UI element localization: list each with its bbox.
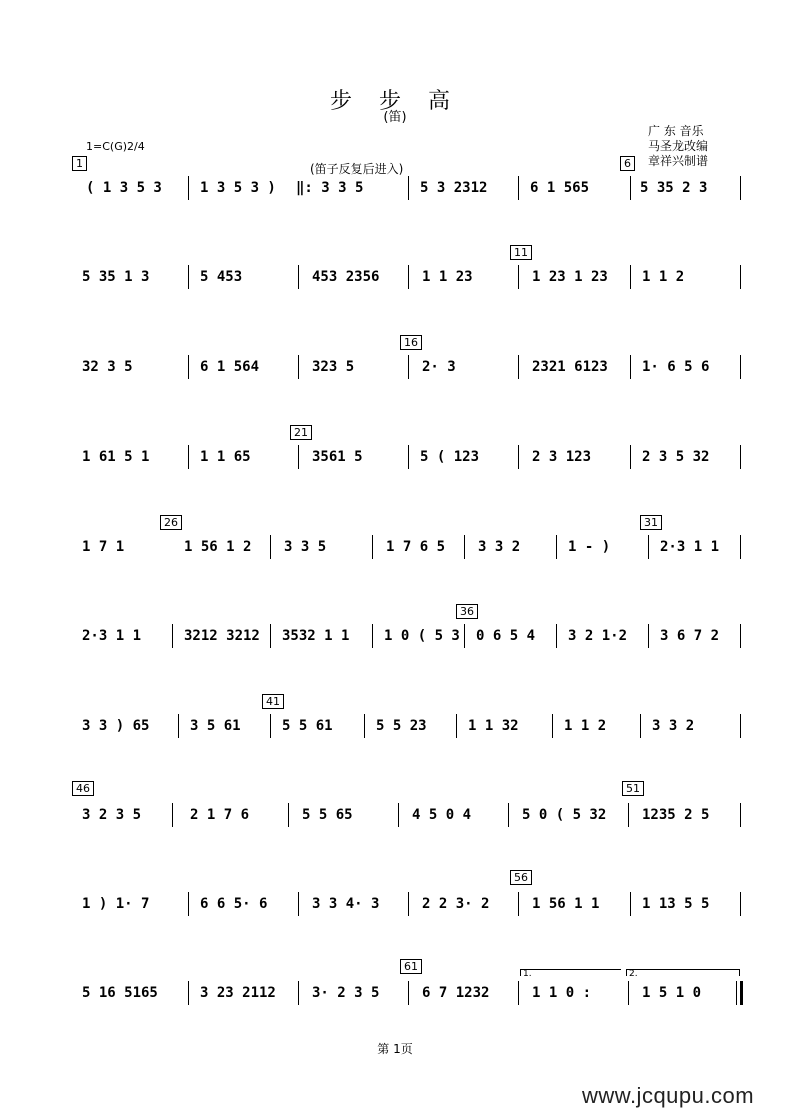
notation-segment: 2 1 7 6: [190, 807, 250, 823]
notation-segment: 1 3 5 3 ): [200, 180, 276, 196]
notation-segment: 1 56 1 2: [184, 539, 252, 555]
notation-segment: 5 ( 123: [420, 449, 480, 465]
notation-segment: 4 5 0 4: [412, 807, 472, 823]
watermark: www.jcqupu.com: [582, 1083, 755, 1108]
notation-segment: 1 - ): [568, 539, 611, 555]
notation-segment: 32 3 5: [82, 359, 133, 375]
notation-segment: 1 23 1 23: [532, 269, 608, 285]
volta-bracket-2: [626, 969, 740, 976]
notation-segment: 2 2 3· 2: [422, 896, 490, 912]
measure-number: 56: [510, 870, 532, 885]
page-number: 第 1页: [377, 1042, 413, 1056]
notation-segment: 3 3 5: [284, 539, 327, 555]
notation-segment: 3 3 ) 65: [82, 718, 150, 734]
notation-segment: 2· 3: [422, 359, 456, 375]
notation-segment: 3532 1 1: [282, 628, 350, 644]
notation-segment: 1 1 0 :: [532, 985, 592, 1001]
credit-origin: 广 东 音乐: [648, 124, 704, 138]
measure-number: 36: [456, 604, 478, 619]
measure-number: 41: [262, 694, 284, 709]
measure-number: 6: [620, 156, 635, 171]
notation-segment: 1 61 5 1: [82, 449, 150, 465]
notation-segment: 5 35 1 3: [82, 269, 150, 285]
notation-segment: 3· 2 3 5: [312, 985, 380, 1001]
notation-segment: ( 1 3 5 3: [86, 180, 162, 196]
measure-number: 51: [622, 781, 644, 796]
notation-segment: 1 0 ( 5 3: [384, 628, 460, 644]
notation-segment: 5 5 65: [302, 807, 353, 823]
entry-note: (笛子反复后进入): [310, 162, 404, 176]
score-subtitle: (笛): [383, 110, 407, 125]
notation-segment: 1 56 1 1: [532, 896, 600, 912]
notation-segment: 1 7 6 5: [386, 539, 446, 555]
volta-label-2: 2.: [629, 969, 638, 979]
credit-transcriber: 章祥兴制谱: [648, 154, 709, 168]
notation-segment: 3561 5: [312, 449, 363, 465]
notation-segment: 1· 6 5 6: [642, 359, 710, 375]
notation-segment: 3 2 1·2: [568, 628, 628, 644]
notation-segment: 2·3 1 1: [660, 539, 720, 555]
notation-segment: 2·3 1 1: [82, 628, 142, 644]
volta-label-1: 1.: [523, 969, 532, 979]
notation-segment: 3 23 2112: [200, 985, 276, 1001]
score-title: 步 步 高: [330, 89, 460, 114]
notation-segment: 1 1 32: [468, 718, 519, 734]
credit-arranger: 马圣龙改编: [648, 139, 709, 153]
notation-segment: 3 3 2: [478, 539, 521, 555]
notation-segment: 3 3 2: [652, 718, 695, 734]
notation-segment: 6 6 5· 6: [200, 896, 268, 912]
notation-segment: 3212 3212: [184, 628, 260, 644]
notation-segment: 0 6 5 4: [476, 628, 536, 644]
notation-segment: 1 13 5 5: [642, 896, 710, 912]
notation-segment: 1 1 2: [564, 718, 607, 734]
notation-segment: 5 0 ( 5 32: [522, 807, 607, 823]
notation-segment: 3 6 7 2: [660, 628, 720, 644]
notation-segment: 6 7 1232: [422, 985, 490, 1001]
notation-segment: 2 3 123: [532, 449, 592, 465]
measure-number: 11: [510, 245, 532, 260]
measure-number: 16: [400, 335, 422, 350]
notation-segment: 1 5 1 0: [642, 985, 702, 1001]
measure-number: 21: [290, 425, 312, 440]
notation-segment: 5 16 5165: [82, 985, 158, 1001]
measure-number: 26: [160, 515, 182, 530]
notation-segment: 5 5 61: [282, 718, 333, 734]
notation-segment: 3 5 61: [190, 718, 241, 734]
notation-segment: ‖: 3 3 5: [296, 180, 364, 196]
notation-segment: 453 2356: [312, 269, 380, 285]
notation-segment: 1 1 23: [422, 269, 473, 285]
volta-bracket-1: [520, 969, 621, 976]
measure-number: 46: [72, 781, 94, 796]
notation-segment: 1235 2 5: [642, 807, 710, 823]
notation-segment: 3 3 4· 3: [312, 896, 380, 912]
notation-segment: 6 1 565: [530, 180, 590, 196]
notation-segment: 6 1 564: [200, 359, 260, 375]
notation-segment: 3 2 3 5: [82, 807, 142, 823]
notation-segment: 2 3 5 32: [642, 449, 710, 465]
notation-segment: 1 1 65: [200, 449, 251, 465]
notation-segment: 1 7 1: [82, 539, 125, 555]
notation-segment: 2321 6123: [532, 359, 608, 375]
notation-segment: 1 ) 1· 7: [82, 896, 150, 912]
notation-segment: 5 453: [200, 269, 243, 285]
notation-segment: 5 3 2312: [420, 180, 488, 196]
key-signature: 1=C(G)2/4: [86, 140, 145, 153]
measure-number: 1: [72, 156, 87, 171]
measure-number: 31: [640, 515, 662, 530]
measure-number: 61: [400, 959, 422, 974]
notation-segment: 323 5: [312, 359, 355, 375]
notation-segment: 5 5 23: [376, 718, 427, 734]
notation-segment: 1 1 2: [642, 269, 685, 285]
notation-segment: 5 35 2 3: [640, 180, 708, 196]
